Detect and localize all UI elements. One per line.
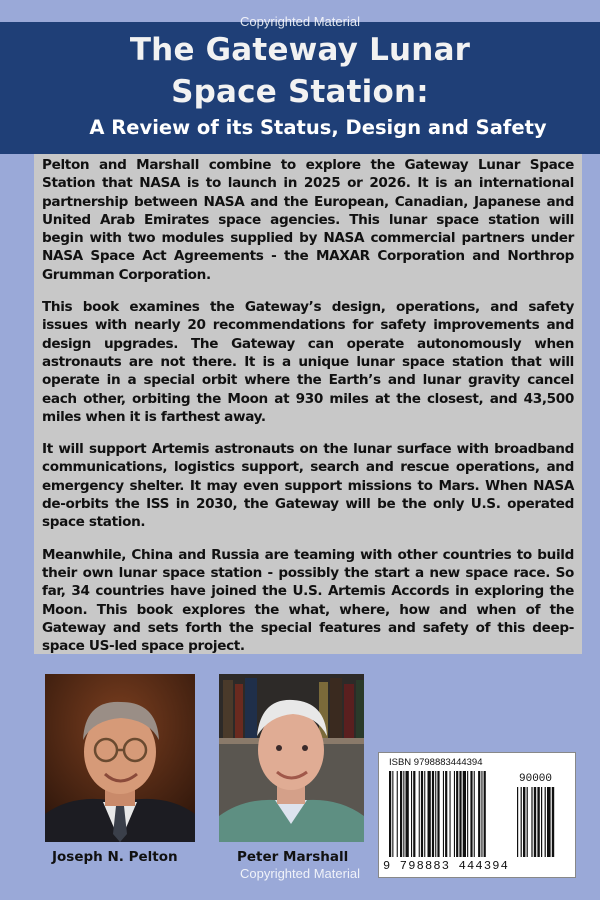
barcode-digits: 9 798883 444394 bbox=[383, 859, 510, 873]
title-banner bbox=[0, 22, 600, 154]
book-subtitle: A Review of its Status, Design and Safety bbox=[89, 116, 547, 139]
book-title-line-1: The Gateway Lunar bbox=[129, 32, 471, 68]
isbn-barcode bbox=[378, 752, 576, 878]
author-name-pelton: Joseph N. Pelton bbox=[52, 849, 178, 865]
description-paragraph: This book examines the Gateway’s design, operations, and safety issues with nearly 20 recommendations for safety improvements and design upgrades. The Gateway can operate autonomously when astronauts are not there. It is a unique lunar space station that will operate in a special orbit where the Earth’s and lunar gravity cancel each other, orbiting the Moon at 930 miles at the closest, and 43,500 miles when it is farthest away. bbox=[42, 299, 574, 425]
description-box bbox=[34, 154, 582, 654]
description-paragraph: Pelton and Marshall combine to explore the Gateway Lunar Space Station that NASA is to launch in 2025 or 2026. It is an international partnership between NASA and the European, Canadian, Japanese and United Arab Emirates space agencies. This lunar space station will begin with two modules supplied by NASA commercial partners under NASA Space Act Agreements - the MAXAR Corporation and Northrop Grumman Corporation. bbox=[42, 157, 574, 283]
book-title-line-2: Space Station: bbox=[171, 74, 429, 110]
description-paragraph: It will support Artemis astronauts on the lunar surface with broadband communications, logistics support, search and rescue operations, and emergency shelter. It may even support missions to Mars. When NASA de-orbits the ISS in 2030, the Gateway will be the only U.S. operated space station. bbox=[42, 441, 574, 531]
barcode-addon-number: 90000 bbox=[519, 773, 553, 785]
isbn-label: ISBN 9798883444394 bbox=[389, 757, 483, 768]
description-paragraph: Meanwhile, China and Russia are teaming with other countries to build their own lunar space station - possibly the start a new space race. So far, 34 countries have joined the U.S. Artemis Accords in exploring the Moon. This book explores the what, where, how and when of the Gateway and sets forth the special features and safety of this deep-space US-led space project. bbox=[42, 546, 574, 655]
author-photo-pelton bbox=[45, 674, 195, 842]
author-photo-marshall bbox=[219, 674, 364, 842]
author-name-marshall: Peter Marshall bbox=[237, 849, 349, 865]
watermark-top: Copyrighted Material bbox=[240, 14, 360, 29]
watermark-bottom: Copyrighted Material bbox=[240, 866, 360, 881]
